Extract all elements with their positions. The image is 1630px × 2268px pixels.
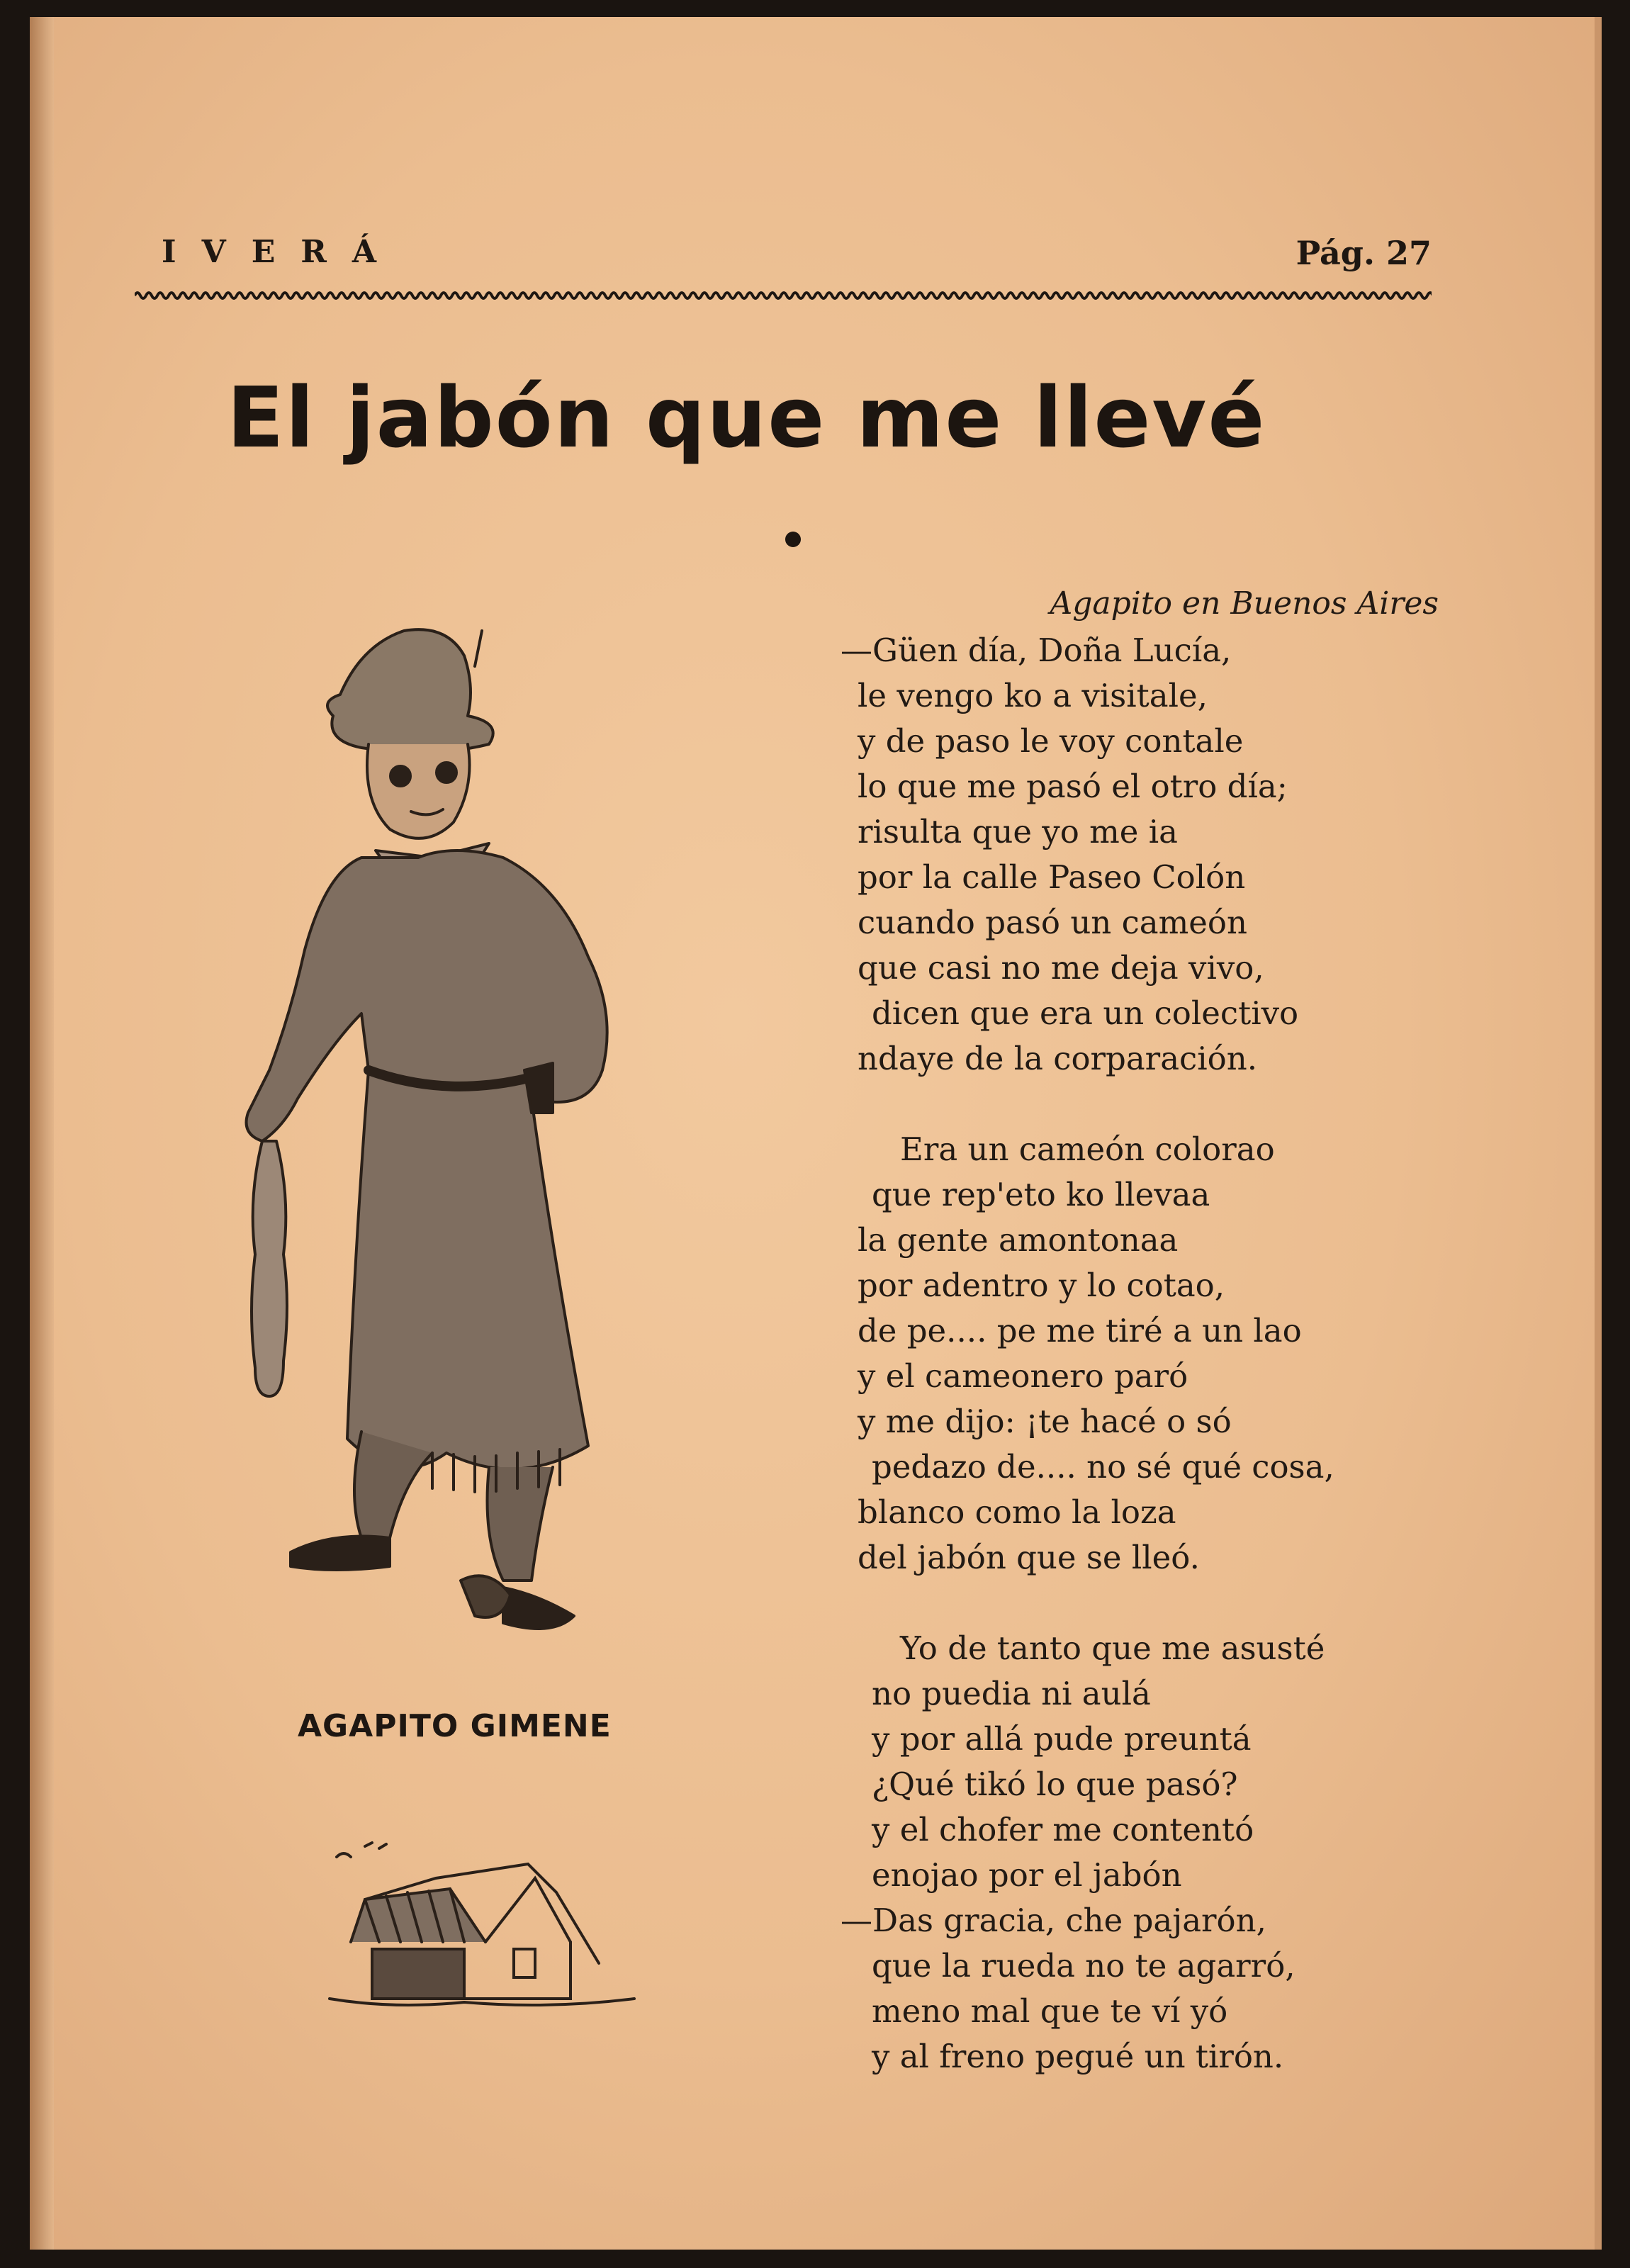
poem-stanza (841, 628, 1453, 1082)
poem-line: pedazo de.... no sé qué cosa, (872, 1448, 1334, 1486)
poem (841, 581, 1453, 2125)
magazine-name: IVERÁ (162, 234, 402, 270)
poem-line: y al freno pegué un tirón. (872, 2038, 1284, 2075)
poem-line: la gente amontonaa (858, 1221, 1179, 1259)
poem-line: que casi no me deja vivo, (858, 949, 1264, 987)
poem-line: no puedia ni aulá (872, 1675, 1151, 1712)
poem-line: y el chofer me contentó (872, 1811, 1254, 1848)
poem-line: Yo de tanto que me asusté (900, 1629, 1325, 1667)
poem-line: que rep'eto ko llevaa (872, 1176, 1210, 1213)
poem-line: y el cameonero paró (858, 1357, 1188, 1395)
poem-stanza (858, 1127, 1453, 1581)
poem-line: Era un cameón colorao (900, 1130, 1275, 1168)
poem-stanza (841, 1626, 1453, 2079)
poem-line: ndaye de la corparación. (858, 1040, 1257, 1077)
poem-line: por la calle Paseo Colón (858, 858, 1246, 896)
poem-line: que la rueda no te agarró, (872, 1947, 1295, 1984)
article-title: El jabón que me llevé (227, 369, 1266, 466)
poem-line: blanco como la loza (858, 1493, 1176, 1531)
poem-subtitle: Agapito en Buenos Aires (1050, 585, 1439, 622)
poem-line: dicen que era un colectivo (872, 994, 1299, 1032)
poem-line: y de paso le voy contale (858, 722, 1244, 760)
poem-line: cuando pasó un cameón (858, 904, 1247, 941)
gaucho-illustration (220, 617, 744, 1666)
poem-line: ¿Qué tikó lo que pasó? (872, 1765, 1238, 1803)
poem-line: le vengo ko a visitale, (858, 677, 1208, 714)
poem-line: —Das gracia, che pajarón, (841, 1902, 1266, 1939)
page-binding (30, 17, 54, 2250)
wavy-rule (135, 288, 1432, 303)
hut-illustration (322, 1821, 641, 2013)
poem-line: de pe.... pe me tiré a un lao (858, 1312, 1302, 1349)
poem-line: meno mal que te ví yó (872, 1992, 1228, 2030)
poem-line: por adentro y lo cotao, (858, 1267, 1225, 1304)
poem-line: y por allá pude preuntá (872, 1720, 1252, 1758)
poem-line: lo que me pasó el otro día; (858, 768, 1288, 805)
page-number: Pág. 27 (1295, 234, 1432, 272)
poem-line: risulta que yo me ia (858, 813, 1178, 850)
figure-caption: AGAPITO GIMENE (298, 1708, 612, 1744)
poem-line: enojao por el jabón (872, 1856, 1182, 1894)
poem-line: del jabón que se lleó. (858, 1539, 1200, 1576)
poem-line: y me dijo: ¡te hacé o só (858, 1403, 1232, 1440)
poem-line: —Güen día, Doña Lucía, (841, 631, 1232, 669)
running-header (135, 234, 1432, 276)
title-bullet (785, 532, 801, 547)
